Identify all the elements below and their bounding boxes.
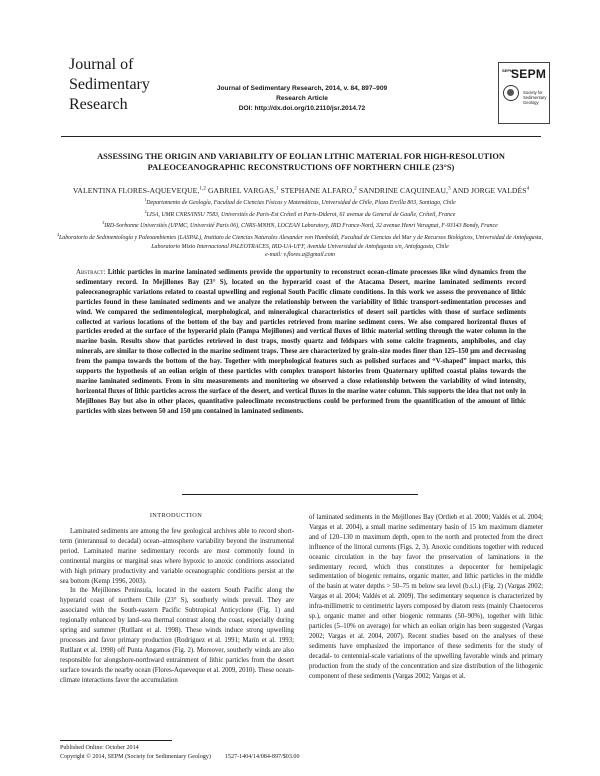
paper-title: [60, 151, 542, 173]
body-column-right: [309, 513, 543, 681]
page-footer: [60, 744, 540, 762]
author: GABRIEL VARGAS,$^1$: [207, 186, 279, 195]
title-line: PALEOCEANOGRAPHIC RECONSTRUCTIONS OFF NORTHERN CHILE (23°S): [147, 163, 455, 172]
globe-icon: [503, 85, 519, 101]
journal-name-line: Research: [69, 96, 128, 113]
author: SANDRINE CAQUINEAU,$^3$: [358, 186, 451, 195]
affiliation: $^4$Laboratorio de Sedimentología y Paleoambientes (LASPAL), Instituto de Ciencias Naturales Alexander von Humboldt, Facultad de Ciencias del Mar y de Recursos Biológicos, Universidad de Antofagasta, Laboratorio Mixto Internacional PALEOTRACES, IRD-UA-UFF, Avenida Universidad de Antofagasta s/n, Antofagasta, Chile: [57, 232, 543, 250]
issn: 1527-1404/14/084-897/$03.00: [224, 754, 300, 760]
citation: Journal of Sedimentary Research, 2014, v. 84, 897–909: [216, 85, 388, 92]
author: AND JORGE VALDÉS$^4$: [452, 186, 530, 195]
affiliations: [55, 196, 545, 260]
sepm-logo: [498, 62, 550, 124]
header-rule: [61, 136, 541, 137]
published-date: Published Online: October 2014: [60, 745, 139, 751]
paragraph: of laminated sediments in the Mejillones Bay (Ortlieb et al. 2000; Valdés et al. 2004; Vargas et al. 2004), a small marine sedimentary basin of 15 km maximum diameter and of 120–130 m maximum depth, open to the north and protected from the direct influence of the littoral currents (Figs. 2, 3). Anoxic conditions together with reduced oceanic circulation in the bay favor the preservation of laminations in the sedimentary record, which thus constitutes a depocenter for hemipelagic sedimentation of biogenic remains, organic matter, and lithic particles in the middle of the basin at water depths > 50–75 m below sea level (b.s.l.) (Fig. 2) (Vargas 2002; Vargas et al. 2004; Valdés et al. 2009). The sedimentary sequence is characterized by infra-millimetric to centimetric layers composed by diatom rests (mainly Chaetoceros sp.), organic matter and other biogenic remnants (50–90%), together with lithic particles (5–10% on average) for which an eolian origin has been suggested (Vargas 2002; Vargas et al. 2004, 2007). Recent studies based on the analyses of these sediments have emphasized the importance of these sediments for the study of decadal- to centennial-scale variations of the upwelling favorable winds and primary production from the study of the concentration and size distribution of the lithogenic component of these sediments (Vargas 2002; Vargas et al.: [309, 514, 543, 680]
abstract-rule: [182, 494, 418, 495]
author: STEPHANE ALFARO,$^2$: [280, 186, 357, 195]
article-type: Research Article: [276, 95, 328, 102]
abstract-text: Lithic particles in marine laminated sediments provide the opportunity to reconstruct ocean-climate processes like wind dynamics from the sedimentary record. In Mejillones Bay (23° S), located on the hyperarid coast of the Atacama Desert, marine laminated sediments record paleoceanographic variations related to coastal upwelling and regional South Pacific climate conditions. In this work we assess the provenance of lithic particles found in these laminated sediments and we analyze the relationship between the variability of lithic transport-sedimentation processes and wind. We compared the sedimentological, morphological, and mineralogical characteristics of desert soil particles with those of surface sediments collected at various locations of the bottom of the bay and particles retrieved from marine sediment cores. We also compared horizontal fluxes of particles eroded at the surface of the hyperarid plain (Pampa Mejillones) and vertical fluxes of lithic material settling through the water column in the marine basin. Results show that particles retrieved in dust traps, mostly quartz and feldspars with some calcite fragments, amphiboles, and clay minerals, are similar to those collected in the marine sediment traps. These are characterized by grain-size modes finer than 125–150 μm and decreasing from the pampa towards the bottom of the bay. Together with morphological features such as polished surfaces and “V-shaped” impact marks, this supports the hypothesis of an eolian origin of these particles with complex transport histories from Quaternary uplifted coastal plains towards the marine laminated sediments. From in situ measurements and monitoring we observed a close relationship between the variability of wind intensity, horizontal fluxes of lithic particles across the surface of the desert, and vertical fluxes in the marine water column. This supports the idea that not only in Mejillones Bay but also in other places, quantitative paleoclimate reconstructions could be performed from the quantification of the amount of lithic particles with sizes between 50 and 150 μm contained in laminated sediments.: [76, 269, 526, 415]
footer-rule: [60, 740, 172, 741]
author: VALENTINA FLORES-AQUEVEQUE,$^{1,2}$: [72, 186, 206, 195]
journal-name-line: Sedimentary: [69, 76, 150, 93]
journal-info: [188, 84, 416, 114]
title-line: ASSESSING THE ORIGIN AND VARIABILITY OF EOLIAN LITHIC MATERIAL FOR HIGH-RESOLUTION: [97, 152, 505, 161]
logo-seal-text: SEPM: [502, 68, 514, 73]
affiliation: $^3$IRD-Sorbonne Universités (UPMC, Université Paris 06), CNRS-MNHN, LOCEAN Laboratory, IRD France-Nord, 32 avenue Henri Varagnat, F-93143 Bondy, France: [102, 220, 498, 230]
journal-name-line: Journal of: [69, 56, 134, 73]
section-heading: INTRODUCTION: [149, 512, 203, 519]
copyright: Copyright © 2014, SEPM (Society for Sedimentary Geology): [60, 754, 211, 760]
email[interactable]: e-mail: v.flores.a@gmail.com: [265, 252, 335, 259]
affiliation: $^1$Departamento de Geología, Facultad de Ciencias Físicas y Matemáticas, Universidad de Chile, Plaza Ercilla 803, Santiago, Chile: [144, 197, 456, 206]
logo-big-text: SEPM: [511, 67, 547, 81]
paragraph: In the Mejillones Peninsula, located in the eastern South Pacific along the hyperarid coast of northern Chile (23° S), southerly winds prevail. They are associated with the South-eastern Pacific Subtropical Anticyclone (Fig. 1) and regionally enhanced by land–sea thermal contrast along the coast, especially during spring and summer (Rutllant et al. 1998). These winds induce strong upwelling processes and favor primary production (Rodriguez et al. 1991; Marín et al. 1993; Rutllant et al. 1998) off Punta Angamos (Fig. 2). Moreover, southerly winds are also responsible for alongshore-northward entrainment of lithic particles from the desert surface towards the nearby ocean (Flores-Aqueveque et al. 2009, 2010). These ocean-climate interactions favor the accumulation: [60, 587, 294, 684]
journal-name: [69, 55, 179, 115]
body-column-left: [60, 527, 294, 686]
paragraph: Laminated sediments are among the few geological archives able to record short-term (interannual to decadal) ocean–atmosphere variability beyond the instrumental period. Laminated marine sedimentary records are most commonly found in continental margins or marginal seas where hypoxic to anoxic conditions associated with high primary productivity and variable oceanographic conditions persist at the sea bottom (Kemp 1996, 2003).: [60, 528, 294, 585]
doi-link[interactable]: DOI: http://dx.doi.org/10.2110/jsr.2014.72: [238, 105, 366, 112]
logo-subtitle: Society for Sedimentary Geology: [523, 90, 547, 105]
abstract: [76, 268, 526, 417]
affiliation: $^2$LISA, UMR CNRS/INSU 7583, Universités de Paris-Est Créteil et Paris-Diderot, 61 avenue du General de Gaulle, Créteil, France: [144, 208, 456, 218]
abstract-label: Abstract:: [76, 269, 106, 276]
author-list: [60, 186, 542, 195]
